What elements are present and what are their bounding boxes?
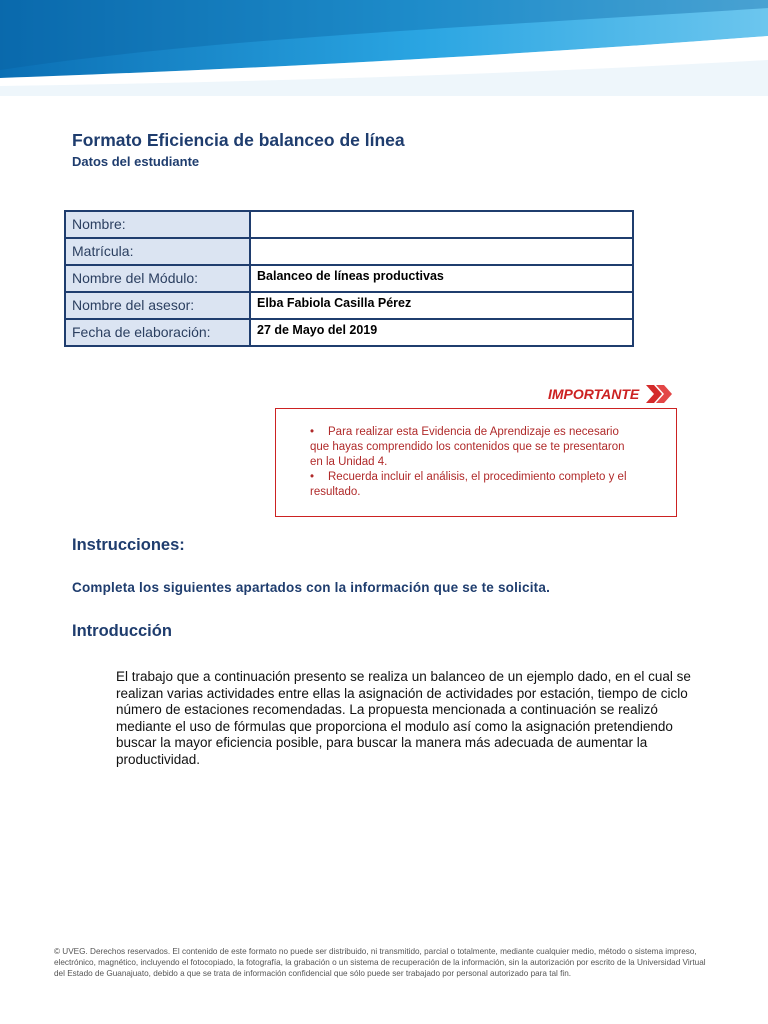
table-row: [65, 211, 633, 238]
advisor-name-label: Nombre del asesor:: [65, 292, 250, 319]
double-chevron-right-icon: [644, 382, 674, 411]
important-label: IMPORTANTE: [548, 386, 640, 402]
bullet: •: [310, 471, 315, 483]
advisor-name-value[interactable]: Elba Fabiola Casilla Pérez: [250, 292, 633, 319]
important-list: [310, 425, 640, 500]
important-item-text: Para realizar esta Evidencia de Aprendizaje es necesario que hayas comprendido los contenidos que se te presentaron en la Unidad 4.: [310, 426, 625, 468]
introduction-heading: Introducción: [72, 622, 172, 640]
table-row: [65, 319, 633, 346]
introduction-paragraph: El trabajo que a continuación presento se realiza un balanceo de un ejemplo dado, en el cual se realizan varias actividades entre ellas la asignación de actividades por estación, tiempo de ciclo número de estaciones recomendadas. La propuesta mencionada a continuación se realizó mediante el uso de fórmulas que proporciona el modulo así como la asignación pretendiendo buscar la mayor eficiencia posible, para buscar la manera más adecuada de aumentar la productividad.: [116, 669, 691, 767]
student-name-value[interactable]: [250, 211, 633, 238]
copyright-footer: © UVEG. Derechos reservados. El contenido de este formato no puede ser distribuido, ni transmitido, parcial o totalmente, mediante cualquier medio, método o sistema impreso, electrónico, magnético, incluyendo el fotocopiado, la fotografía, la grabación o un sistema de recuperación de la información, sin la autorización por escrito de la Universidad Virtual del Estado de Guanajuato, debido a que se trata de información confidencial que sólo puede ser trabajado por personal autorizado para tal fin.: [54, 947, 706, 978]
student-name-label: Nombre:: [65, 211, 250, 238]
important-item-text: Recuerda incluir el análisis, el procedimiento completo y el resultado.: [310, 471, 627, 498]
bullet: •: [310, 426, 315, 438]
enrollment-label: Matrícula:: [65, 238, 250, 265]
document-subtitle: Datos del estudiante: [72, 154, 200, 169]
important-notice-box: [275, 408, 677, 517]
instructions-text: Completa los siguientes apartados con la información que se te solicita.: [72, 580, 551, 595]
table-row: [65, 265, 633, 292]
student-info-table: [64, 210, 634, 347]
header-banner: [0, 0, 768, 96]
table-row: [65, 238, 633, 265]
list-item: [310, 470, 640, 500]
instructions-heading: Instrucciones:: [72, 536, 185, 554]
document-title: Formato Eficiencia de balanceo de línea: [72, 130, 405, 150]
list-item: [310, 425, 640, 470]
module-name-label: Nombre del Módulo:: [65, 265, 250, 292]
date-value[interactable]: 27 de Mayo del 2019: [250, 319, 633, 346]
module-name-value[interactable]: Balanceo de líneas productivas: [250, 265, 633, 292]
table-row: [65, 292, 633, 319]
enrollment-value[interactable]: [250, 238, 633, 265]
date-label: Fecha de elaboración:: [65, 319, 250, 346]
